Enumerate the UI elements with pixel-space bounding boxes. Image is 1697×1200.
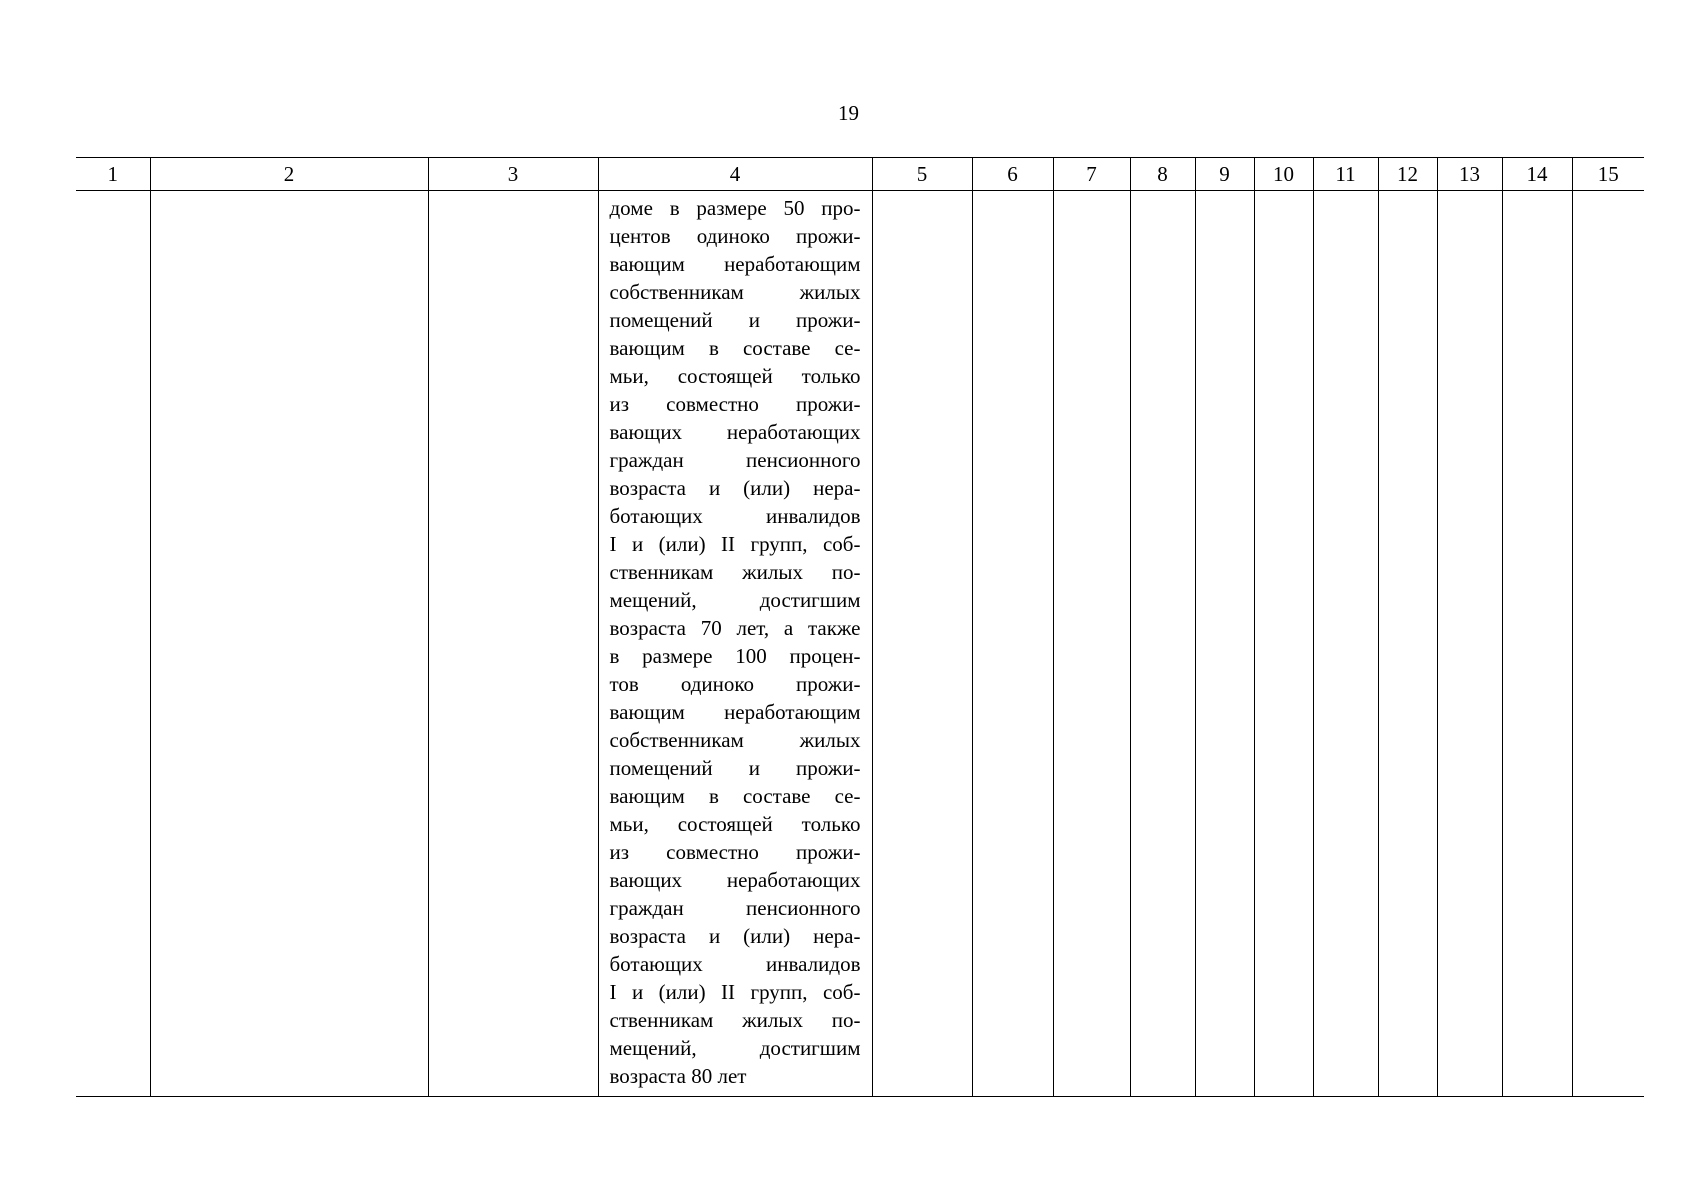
column-header-9: 9 bbox=[1195, 158, 1254, 191]
text-line: вающим неработающим bbox=[609, 700, 861, 724]
column-header-14: 14 bbox=[1502, 158, 1572, 191]
text-line: в размере 100 процен- bbox=[609, 644, 861, 668]
cell-col-11 bbox=[1313, 191, 1378, 1097]
cell-col-14 bbox=[1502, 191, 1572, 1097]
column-header-11: 11 bbox=[1313, 158, 1378, 191]
text-line: вающих неработающих bbox=[609, 868, 861, 892]
column-header-8: 8 bbox=[1130, 158, 1195, 191]
cell-col-4 bbox=[598, 191, 872, 1097]
data-table bbox=[76, 157, 1644, 1097]
column-header-1: 1 bbox=[76, 158, 150, 191]
cell-col-4-text bbox=[599, 191, 872, 1090]
text-line: I и (или) II групп, соб- bbox=[609, 532, 861, 556]
text-line: помещений и прожи- bbox=[609, 308, 861, 332]
text-line: вающим неработающим bbox=[609, 252, 861, 276]
text-line: возраста 70 лет, а также bbox=[609, 616, 861, 640]
column-header-15: 15 bbox=[1572, 158, 1644, 191]
cell-col-7 bbox=[1053, 191, 1130, 1097]
cell-col-3 bbox=[428, 191, 598, 1097]
text-line: вающим в составе се- bbox=[609, 784, 861, 808]
text-line: возраста 80 лет bbox=[609, 1064, 747, 1088]
text-line: мещений, достигшим bbox=[609, 588, 861, 612]
text-line: возраста и (или) нера- bbox=[609, 476, 861, 500]
cell-col-5 bbox=[872, 191, 972, 1097]
cell-col-2 bbox=[150, 191, 428, 1097]
text-line: вающим в составе се- bbox=[609, 336, 861, 360]
column-header-6: 6 bbox=[972, 158, 1053, 191]
text-line: граждан пенсионного bbox=[609, 448, 861, 472]
text-line: ботающих инвалидов bbox=[609, 504, 861, 528]
cell-col-13 bbox=[1437, 191, 1502, 1097]
text-line: мьи, состоящей только bbox=[609, 812, 861, 836]
text-line: собственникам жилых bbox=[609, 280, 861, 304]
text-line: граждан пенсионного bbox=[609, 896, 861, 920]
text-line: из совместно прожи- bbox=[609, 840, 861, 864]
column-header-3: 3 bbox=[428, 158, 598, 191]
text-line: доме в размере 50 про- bbox=[609, 196, 861, 220]
cell-col-8 bbox=[1130, 191, 1195, 1097]
cell-col-10 bbox=[1254, 191, 1313, 1097]
cell-col-1 bbox=[76, 191, 150, 1097]
table-row bbox=[76, 191, 1644, 1097]
cell-col-12 bbox=[1378, 191, 1437, 1097]
text-line: помещений и прожи- bbox=[609, 756, 861, 780]
column-header-2: 2 bbox=[150, 158, 428, 191]
table-header-row bbox=[76, 158, 1644, 191]
text-line: ственникам жилых по- bbox=[609, 1008, 861, 1032]
column-header-10: 10 bbox=[1254, 158, 1313, 191]
column-header-7: 7 bbox=[1053, 158, 1130, 191]
text-line: I и (или) II групп, соб- bbox=[609, 980, 861, 1004]
text-line: центов одиноко прожи- bbox=[609, 224, 861, 248]
column-header-13: 13 bbox=[1437, 158, 1502, 191]
column-header-4: 4 bbox=[598, 158, 872, 191]
cell-col-9 bbox=[1195, 191, 1254, 1097]
text-line: собственникам жилых bbox=[609, 728, 861, 752]
cell-col-6 bbox=[972, 191, 1053, 1097]
text-line: возраста и (или) нера- bbox=[609, 924, 861, 948]
cell-col-15 bbox=[1572, 191, 1644, 1097]
column-header-12: 12 bbox=[1378, 158, 1437, 191]
text-line: мьи, состоящей только bbox=[609, 364, 861, 388]
column-header-5: 5 bbox=[872, 158, 972, 191]
text-line: ботающих инвалидов bbox=[609, 952, 861, 976]
text-line: тов одиноко прожи- bbox=[609, 672, 861, 696]
text-line: мещений, достигшим bbox=[609, 1036, 861, 1060]
text-line: вающих неработающих bbox=[609, 420, 861, 444]
text-line: из совместно прожи- bbox=[609, 392, 861, 416]
page-number: 19 bbox=[838, 101, 859, 125]
text-line: ственникам жилых по- bbox=[609, 560, 861, 584]
